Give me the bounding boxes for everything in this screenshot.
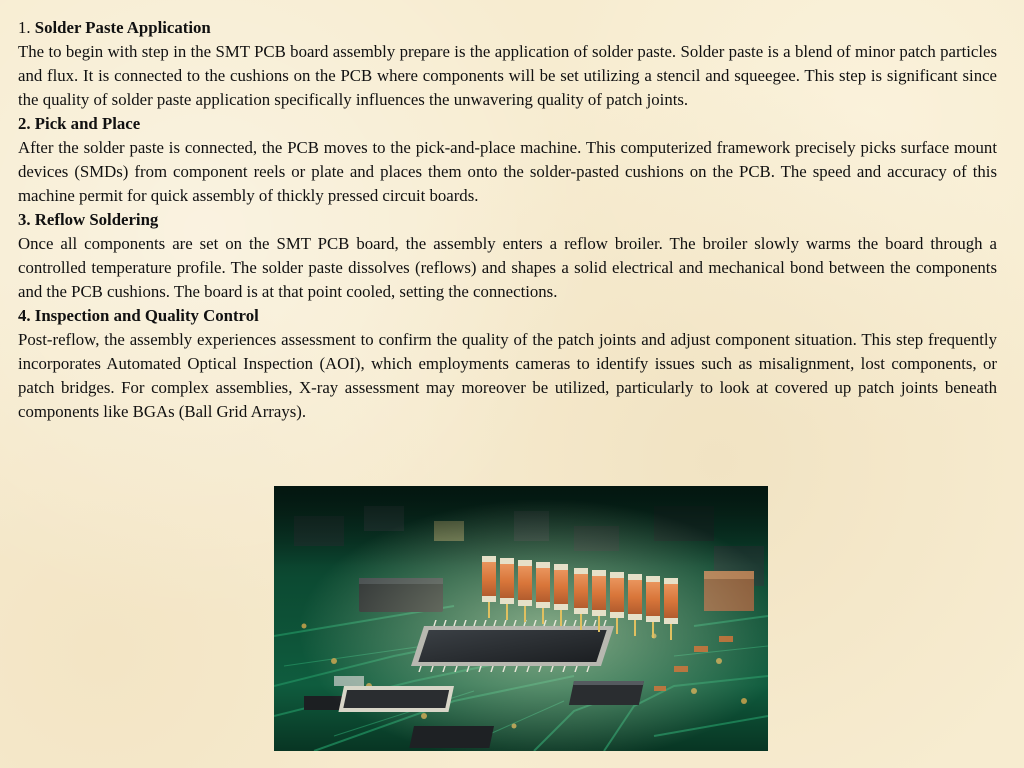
section-title: Pick and Place: [34, 114, 141, 133]
section-paragraph-2: After the solder paste is connected, the PCB moves to the pick-and-place machine. This computerized framework precisely picks surface mount devices (SMDs) from component reels or plate and places them onto the solder-pasted cushions on the PCB. The speed and accuracy of this machine permit for quick assembly of thickly pressed circuit boards.: [18, 138, 997, 205]
section-paragraph-4: Post-reflow, the assembly experiences assessment to confirm the quality of the patch joints and adjust component situation. This step frequently incorporates Automated Optical Inspection (AOI), which employments cameras to identify issues such as misalignment, lost components, or patch bridges. For complex assemblies, X-ray assessment may moreover be utilized, particularly to look at covered up patch joints beneath components like BGAs (Ball Grid Arrays).: [18, 330, 997, 421]
section-number: 2.: [18, 114, 31, 133]
section-heading-4: [18, 304, 997, 328]
section-heading-2: [18, 112, 997, 136]
section-paragraph-3: Once all components are set on the SMT PCB board, the assembly enters a reflow broiler. The broiler slowly warms the board through a controlled temperature profile. The solder paste dissolves (reflows) and shapes a solid electrical and mechanical bond between the components and the PCB cushions. The board is at that point cooled, setting the connections.: [18, 234, 997, 301]
section-number: 3.: [18, 210, 31, 229]
section-title: Solder Paste Application: [34, 18, 211, 37]
section-heading-1: [18, 16, 997, 40]
document-body: [18, 16, 997, 424]
section-number: 1.: [18, 18, 31, 37]
section-heading-3: [18, 208, 997, 232]
section-title: Inspection and Quality Control: [34, 306, 259, 325]
section-number: 4.: [18, 306, 31, 325]
section-paragraph-1: The to begin with step in the SMT PCB board assembly prepare is the application of solder paste. Solder paste is a blend of minor patch particles and flux. It is connected to the cushions on the PCB where components will be set utilizing a stencil and squeegee. This step is significant since the quality of solder paste application specifically influences the unwavering quality of patch joints.: [18, 42, 997, 109]
section-title: Reflow Soldering: [34, 210, 159, 229]
pcb-photo: [274, 486, 768, 751]
pcb-photo-icon: [274, 486, 768, 751]
